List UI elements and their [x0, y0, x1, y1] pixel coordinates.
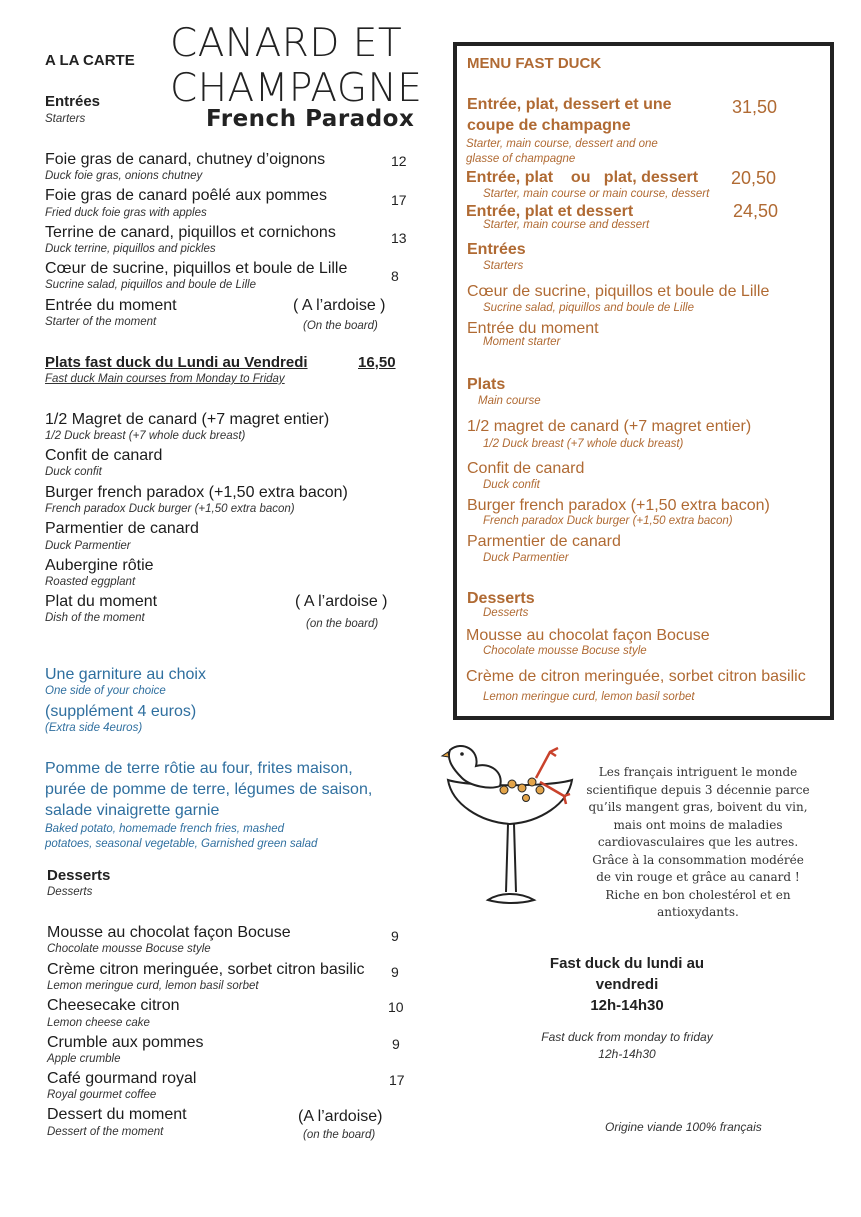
schedule-block [520, 953, 734, 1016]
list-item: Crème citron meringuée, sorbet citron basilic [47, 961, 365, 978]
schedule-en-line: Fast duck from monday to friday [541, 1030, 713, 1044]
formula-en: glasse of champagne [466, 153, 576, 165]
quote-line: Riche en bon cholestérol et en [605, 887, 791, 902]
item-price: 9 [392, 1036, 400, 1052]
formula-name: Entrée, plat, dessert et une [467, 96, 672, 113]
quote-line: qu’ils mangent gras, boivent du vin, [588, 800, 808, 814]
list-item-en: Moment starter [483, 336, 561, 348]
page-title-line2: CHAMPAGNE [170, 66, 423, 111]
plats-price: 16,50 [358, 354, 396, 371]
list-item-en: Fried duck foie gras with apples [45, 207, 207, 219]
a-la-carte-label: A LA CARTE [45, 52, 135, 69]
item-price: 8 [391, 268, 399, 284]
fast-plats-heading-en: Main course [478, 395, 541, 407]
list-item: Entrée du moment [467, 320, 599, 337]
desserts-heading: Desserts [47, 867, 111, 884]
list-item-en: Dish of the moment [45, 612, 145, 624]
formula-en: Starter, main course, dessert and one [466, 138, 658, 150]
quote-line: de vin rouge et grâce au canard ! [596, 870, 800, 884]
fast-entrees-heading: Entrées [467, 241, 526, 258]
list-item: Parmentier de canard [45, 520, 199, 537]
item-price: 17 [389, 1072, 405, 1088]
list-item: 1/2 magret de canard (+7 magret entier) [467, 418, 752, 435]
list-item: Parmentier de canard [467, 533, 621, 550]
list-item-en: Lemon meringue curd, lemon basil sorbet [47, 980, 259, 992]
list-item-en: Sucrine salad, piquillos and boule de Lille [483, 302, 694, 314]
list-item-en: Apple crumble [47, 1053, 121, 1065]
garniture-list-line: purée de pomme de terre, légumes de saison, [45, 781, 373, 798]
list-item: Foie gras de canard, chutney d’oignons [45, 151, 326, 168]
quote-line: mais ont moins de maladies [613, 817, 783, 832]
duck-champagne-illustration [440, 742, 585, 912]
quote-line: Les français intriguent le monde [598, 765, 798, 779]
list-item: Cheesecake citron [47, 997, 180, 1014]
list-item: Aubergine rôtie [45, 557, 154, 574]
list-item-en: Lemon meringue curd, lemon basil sorbet [483, 691, 695, 703]
item-price-en: (on the board) [303, 1129, 376, 1141]
item-price: (A l’ardoise) [298, 1108, 383, 1125]
list-item-en: Duck confit [483, 479, 540, 491]
list-item: Entrée du moment [45, 297, 177, 314]
fast-desserts-heading: Desserts [467, 590, 535, 607]
list-item-en: French paradox Duck burger (+1,50 extra bacon) [483, 515, 733, 527]
garniture-title: Une garniture au choix [45, 666, 206, 683]
entrees-heading-en: Starters [45, 113, 86, 125]
list-item: Cœur de sucrine, piquillos et boule de Lille [467, 283, 770, 300]
fast-desserts-heading-en: Desserts [483, 607, 529, 619]
item-price: ( A l’ardoise ) [293, 297, 386, 314]
list-item-en: Roasted eggplant [45, 576, 136, 588]
formula-price: 20,50 [731, 168, 777, 188]
list-item: Plat du moment [45, 593, 158, 610]
list-item: Mousse au chocolat façon Bocuse [466, 627, 710, 644]
list-item: Terrine de canard, piquillos et cornichons [45, 224, 336, 241]
list-item: Cœur de sucrine, piquillos et boule de Lille [45, 260, 348, 277]
schedule-line: 12h-14h30 [590, 997, 664, 1014]
list-item-en: 1/2 Duck breast (+7 whole duck breast) [45, 430, 246, 442]
list-item-en: Duck terrine, piquillos and pickles [45, 243, 216, 255]
formula-price: 24,50 [733, 201, 779, 221]
item-price: 9 [391, 928, 399, 944]
list-item-en: Dessert of the moment [47, 1126, 164, 1138]
garniture-list-en: Baked potato, homemade french fries, mashed [45, 823, 285, 835]
list-item: 1/2 Magret de canard (+7 magret entier) [45, 411, 330, 428]
formula-en: Starter, main course or main course, dessert [483, 188, 710, 200]
formula-name: Entrée, plat ou plat, dessert [466, 169, 699, 186]
item-price: 12 [391, 153, 407, 169]
origin-note: Origine viande 100% français [605, 1120, 762, 1134]
page-subtitle: French Paradox [206, 106, 415, 132]
formula-price: 31,50 [732, 97, 778, 117]
item-price: 10 [388, 999, 404, 1015]
garniture-supplement-en: (Extra side 4euros) [45, 722, 143, 734]
formula-name: Entrée, plat et dessert [466, 203, 634, 220]
list-item-en: Chocolate mousse Bocuse style [483, 645, 647, 657]
quote-line: scientifique depuis 3 décennie parce [586, 782, 810, 797]
fast-plats-heading: Plats [467, 376, 506, 393]
item-price: ( A l’ardoise ) [295, 593, 388, 610]
garniture-list-line: salade vinaigrette garnie [45, 802, 220, 819]
plats-heading-en: Fast duck Main courses from Monday to Friday [45, 373, 285, 385]
schedule-en-line: 12h-14h30 [598, 1047, 656, 1061]
fast-entrees-heading-en: Starters [483, 260, 524, 272]
item-price-en: (On the board) [303, 320, 378, 332]
list-item: Café gourmand royal [47, 1070, 197, 1087]
garniture-supplement: (supplément 4 euros) [45, 703, 197, 720]
list-item: Foie gras de canard poêlé aux pommes [45, 187, 327, 204]
list-item: Mousse au chocolat façon Bocuse [47, 924, 291, 941]
list-item: Crumble aux pommes [47, 1034, 204, 1051]
list-item: Burger french paradox (+1,50 extra bacon) [467, 497, 770, 514]
list-item: Crème de citron meringuée, sorbet citron basilic [466, 668, 806, 685]
list-item-en: 1/2 Duck breast (+7 whole duck breast) [483, 438, 684, 450]
list-item-en: French paradox Duck burger (+1,50 extra bacon) [45, 503, 295, 515]
quote-line: cardiovasculaires que les autres. [597, 835, 799, 849]
list-item-en: Duck confit [45, 466, 102, 478]
list-item-en: Starter of the moment [45, 316, 157, 328]
list-item-en: Chocolate mousse Bocuse style [47, 943, 211, 955]
entrees-heading: Entrées [45, 93, 101, 110]
formula-en: Starter, main course and dessert [483, 219, 650, 231]
list-item-en: Royal gourmet coffee [47, 1089, 157, 1101]
quote-line: antioxydants. [657, 905, 739, 919]
item-price: 17 [391, 192, 407, 208]
plats-heading: Plats fast duck du Lundi au Vendredi [45, 354, 308, 371]
schedule-line: Fast duck du lundi au [549, 955, 705, 972]
list-item-en: Sucrine salad, piquillos and boule de Lille [45, 279, 256, 291]
fast-duck-menu-heading: MENU FAST DUCK [467, 55, 602, 72]
item-price-en: (on the board) [306, 618, 379, 630]
item-price: 13 [391, 230, 407, 246]
list-item-en: Duck foie gras, onions chutney [45, 170, 203, 182]
formula-name: coupe de champagne [467, 117, 631, 134]
garniture-list-line: Pomme de terre rôtie au four, frites maison, [45, 760, 353, 777]
schedule-en-block [520, 1029, 734, 1063]
desserts-heading-en: Desserts [47, 886, 93, 898]
list-item: Dessert du moment [47, 1106, 187, 1123]
page-title-line1: CANARD ET [170, 21, 403, 66]
french-paradox-quote [578, 764, 818, 922]
list-item: Confit de canard [45, 447, 163, 464]
garniture-title-en: One side of your choice [45, 685, 166, 697]
list-item-en: Duck Parmentier [483, 552, 569, 564]
list-item: Confit de canard [467, 460, 585, 477]
schedule-line: vendredi [595, 976, 659, 993]
item-price: 9 [391, 964, 399, 980]
list-item-en: Lemon cheese cake [47, 1017, 150, 1029]
garniture-list-en: potatoes, seasonal vegetable, Garnished green salad [45, 838, 318, 850]
list-item: Burger french paradox (+1,50 extra bacon) [45, 484, 348, 501]
list-item-en: Duck Parmentier [45, 540, 131, 552]
quote-line: Grâce à la consommation modérée [592, 852, 804, 867]
